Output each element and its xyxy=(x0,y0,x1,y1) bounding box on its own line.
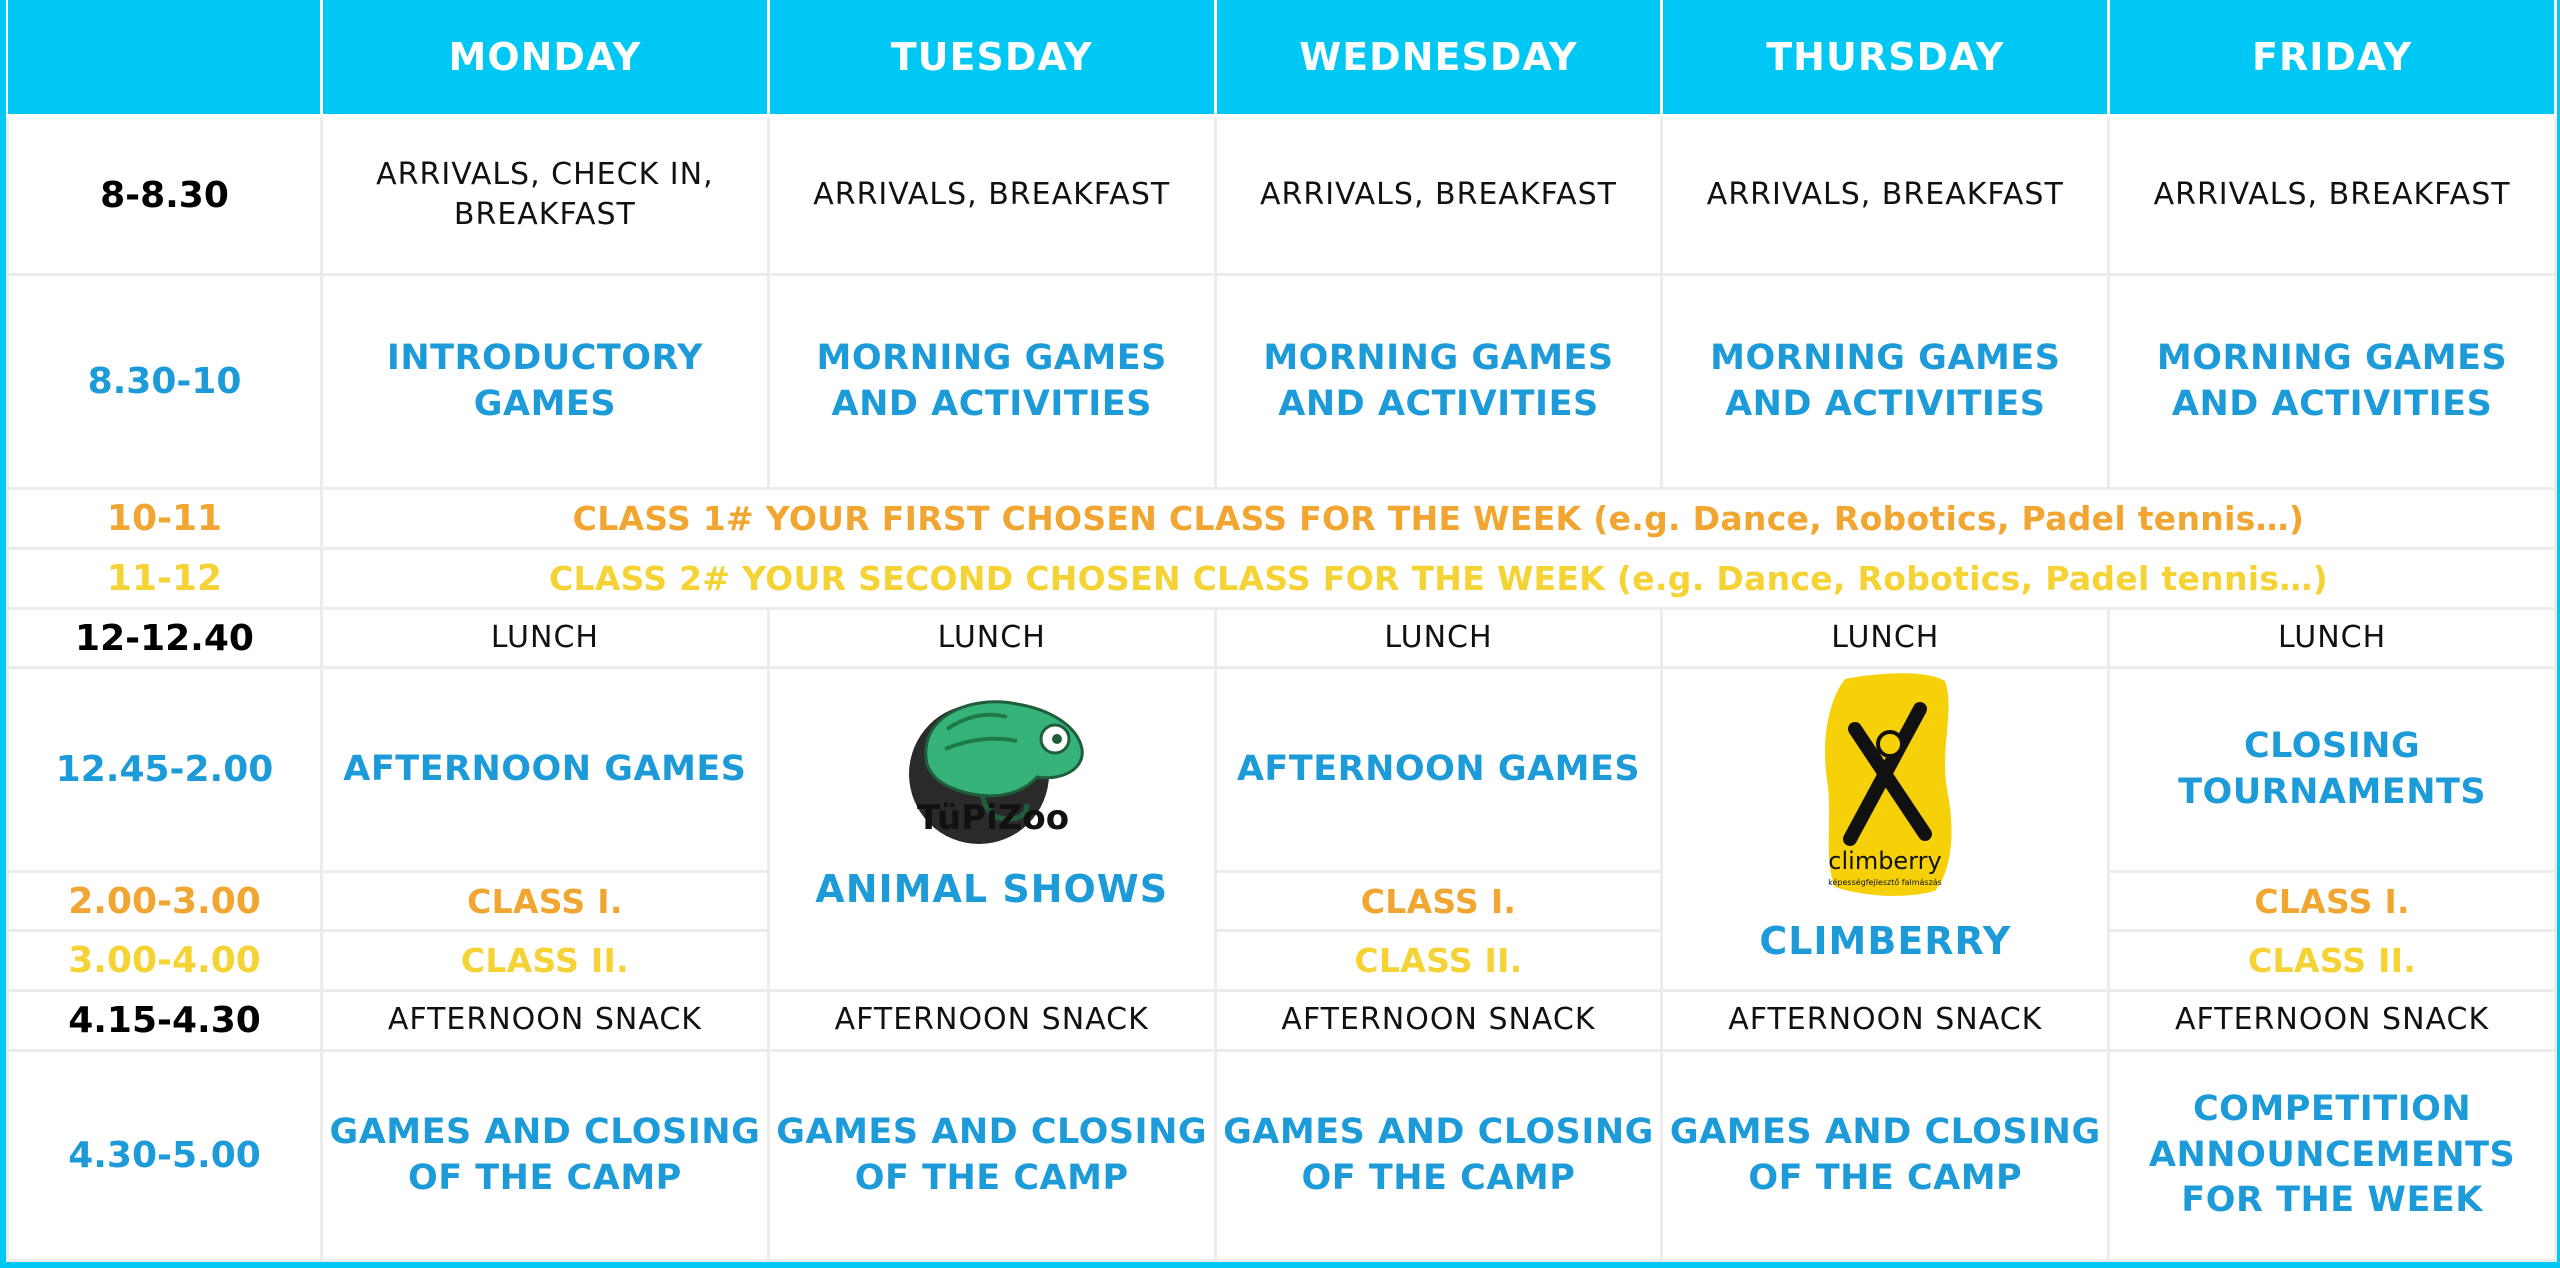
climberry-label: CLIMBERRY xyxy=(1759,919,2012,964)
snack-friday: AFTERNOON SNACK xyxy=(2109,990,2556,1050)
morning-wednesday: MORNING GAMES AND ACTIVITIES xyxy=(1215,275,1662,489)
class-1-banner: CLASS 1# YOUR FIRST CHOSEN CLASS FOR THE WEEK (e.g. Dance, Robotics, Padel tennis…) xyxy=(322,488,2556,548)
arrivals-wednesday: ARRIVALS, BREAKFAST xyxy=(1215,116,1662,275)
climberry-cell xyxy=(1662,668,2109,991)
morning-thursday: MORNING GAMES AND ACTIVITIES xyxy=(1662,275,2109,489)
climberry-logo-text: climberry xyxy=(1828,847,1942,876)
class-i-monday: CLASS I. xyxy=(322,871,769,930)
lunch-wednesday: LUNCH xyxy=(1215,608,1662,667)
snack-monday: AFTERNOON SNACK xyxy=(322,990,769,1050)
arrivals-monday: ARRIVALS, CHECK IN, BREAKFAST xyxy=(322,116,769,275)
row-closing xyxy=(8,1051,2556,1261)
time-label: 10-11 xyxy=(8,488,322,548)
morning-tuesday: MORNING GAMES AND ACTIVITIES xyxy=(768,275,1215,489)
row-afternoon xyxy=(8,668,2556,872)
lunch-monday: LUNCH xyxy=(322,608,769,667)
arrivals-tuesday: ARRIVALS, BREAKFAST xyxy=(768,116,1215,275)
row-snack xyxy=(8,990,2556,1050)
time-label: 4.30-5.00 xyxy=(8,1051,322,1261)
header-tuesday: TUESDAY xyxy=(768,0,1215,116)
time-label: 8-8.30 xyxy=(8,116,322,275)
header-corner xyxy=(8,0,322,116)
climberry-logo-icon xyxy=(1805,669,1965,901)
morning-friday: MORNING GAMES AND ACTIVITIES xyxy=(2109,275,2556,489)
row-class-1 xyxy=(8,488,2556,548)
chameleon-logo-icon xyxy=(887,669,1097,849)
time-label: 4.15-4.30 xyxy=(8,990,322,1050)
row-class-i xyxy=(8,871,2556,930)
header-wednesday: WEDNESDAY xyxy=(1215,0,1662,116)
arrivals-thursday: ARRIVALS, BREAKFAST xyxy=(1662,116,2109,275)
closing-tuesday: GAMES AND CLOSING OF THE CAMP xyxy=(768,1051,1215,1261)
time-label: 2.00-3.00 xyxy=(8,871,322,930)
class-ii-wednesday: CLASS II. xyxy=(1215,931,1662,990)
row-lunch xyxy=(8,608,2556,667)
snack-thursday: AFTERNOON SNACK xyxy=(1662,990,2109,1050)
time-label: 12.45-2.00 xyxy=(8,668,322,872)
time-label: 8.30-10 xyxy=(8,275,322,489)
closing-thursday: GAMES AND CLOSING OF THE CAMP xyxy=(1662,1051,2109,1261)
header-friday: FRIDAY xyxy=(2109,0,2556,116)
snack-tuesday: AFTERNOON SNACK xyxy=(768,990,1215,1050)
animal-shows-label: ANIMAL SHOWS xyxy=(815,867,1169,912)
competition-friday: COMPETITION ANNOUNCEMENTS FOR THE WEEK xyxy=(2109,1051,2556,1261)
header-monday: MONDAY xyxy=(322,0,769,116)
time-label: 11-12 xyxy=(8,549,322,608)
afternoon-games-monday: AFTERNOON GAMES xyxy=(322,668,769,872)
lunch-thursday: LUNCH xyxy=(1662,608,2109,667)
arrivals-friday: ARRIVALS, BREAKFAST xyxy=(2109,116,2556,275)
class-ii-monday: CLASS II. xyxy=(322,931,769,990)
lunch-tuesday: LUNCH xyxy=(768,608,1215,667)
closing-monday: GAMES AND CLOSING OF THE CAMP xyxy=(322,1051,769,1261)
class-i-friday: CLASS I. xyxy=(2109,871,2556,930)
row-arrivals xyxy=(8,116,2556,275)
snack-wednesday: AFTERNOON SNACK xyxy=(1215,990,1662,1050)
class-2-banner: CLASS 2# YOUR SECOND CHOSEN CLASS FOR THE WEEK (e.g. Dance, Robotics, Padel tennis…) xyxy=(322,549,2556,608)
weekly-schedule-table xyxy=(6,0,2557,1262)
class-i-wednesday: CLASS I. xyxy=(1215,871,1662,930)
animal-shows-cell xyxy=(768,668,1215,991)
time-label: 3.00-4.00 xyxy=(8,931,322,990)
row-class-2 xyxy=(8,549,2556,608)
tupizoo-logo-text: TüPiZoo xyxy=(916,798,1069,839)
header-thursday: THURSDAY xyxy=(1662,0,2109,116)
closing-wednesday: GAMES AND CLOSING OF THE CAMP xyxy=(1215,1051,1662,1261)
row-class-ii xyxy=(8,931,2556,990)
time-label: 12-12.40 xyxy=(8,608,322,667)
row-morning xyxy=(8,275,2556,489)
afternoon-games-wednesday: AFTERNOON GAMES xyxy=(1215,668,1662,872)
closing-tournaments-friday: CLOSING TOURNAMENTS xyxy=(2109,668,2556,872)
climberry-logo-subtext: képességfejlesztő falmászás xyxy=(1828,878,1943,888)
lunch-friday: LUNCH xyxy=(2109,608,2556,667)
header-row xyxy=(8,0,2556,116)
morning-monday: INTRODUCTORY GAMES xyxy=(322,275,769,489)
class-ii-friday: CLASS II. xyxy=(2109,931,2556,990)
